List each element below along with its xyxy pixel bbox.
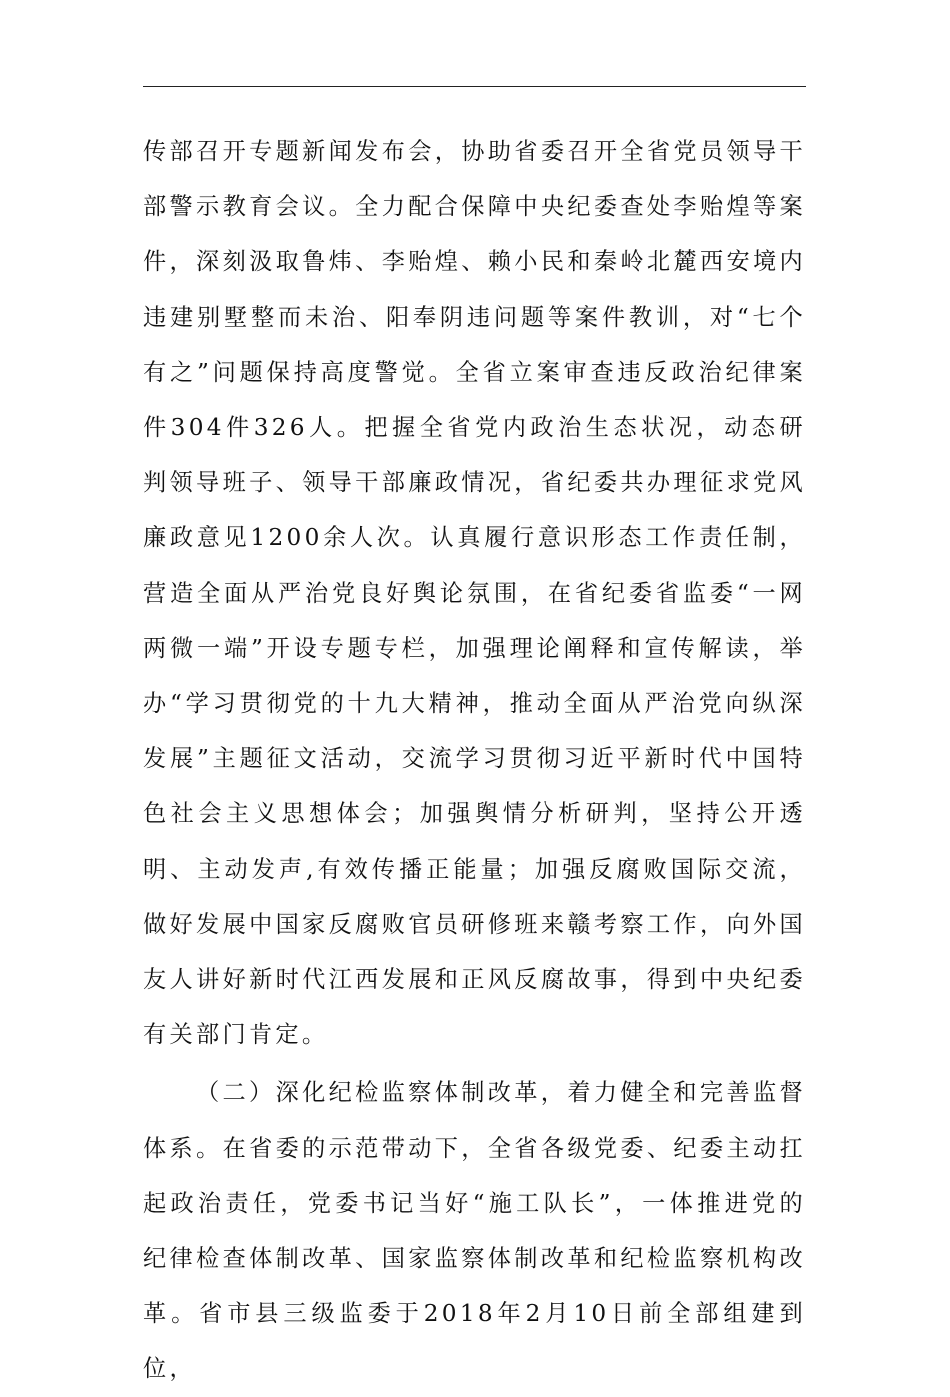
header-rule: [143, 86, 806, 87]
body-paragraph-2: （二）深化纪检监察体制改革，着力健全和完善监督体系。在省委的示范带动下，全省各级党委、纪委主动扛起政治责任，党委书记当好“施工队长”，一体推进党的纪律检查体制改革、国家监察体制改革和纪检监察机构改革。省市县三级监委于2018年2月10日前全部组建到位，: [143, 1079, 806, 1383]
body-paragraph-1: 传部召开专题新闻发布会，协助省委召开全省党员领导干部警示教育会议。全力配合保障中央纪委查处李贻煌等案件，深刻汲取鲁炜、李贻煌、赖小民和秦岭北麓西安境内违建别墅整而未治、阳奉阴违问题等案件教训，对“七个有之”问题保持高度警觉。全省立案审查违反政治纪律案件304件326人。把握全省党内政治生态状况，动态研判领导班子、领导干部廉政情况，省纪委共办理征求党风廉政意见1200余人次。认真履行意识形态工作责任制，营造全面从严治党良好舆论氛围，在省纪委省监委“一网两微一端”开设专题专栏，加强理论阐释和宣传解读，举办“学习贯彻党的十九大精神，推动全面从严治党向纵深发展”主题征文活动，交流学习贯彻习近平新时代中国特色社会主义思想体会；加强舆情分析研判，坚持公开透明、主动发声,有效传播正能量；加强反腐败国际交流，做好发展中国家反腐败官员研修班来赣考察工作，向外国友人讲好新时代江西发展和正风反腐故事，得到中央纪委有关部门肯定。: [143, 138, 806, 1049]
page-body: [143, 124, 806, 1397]
